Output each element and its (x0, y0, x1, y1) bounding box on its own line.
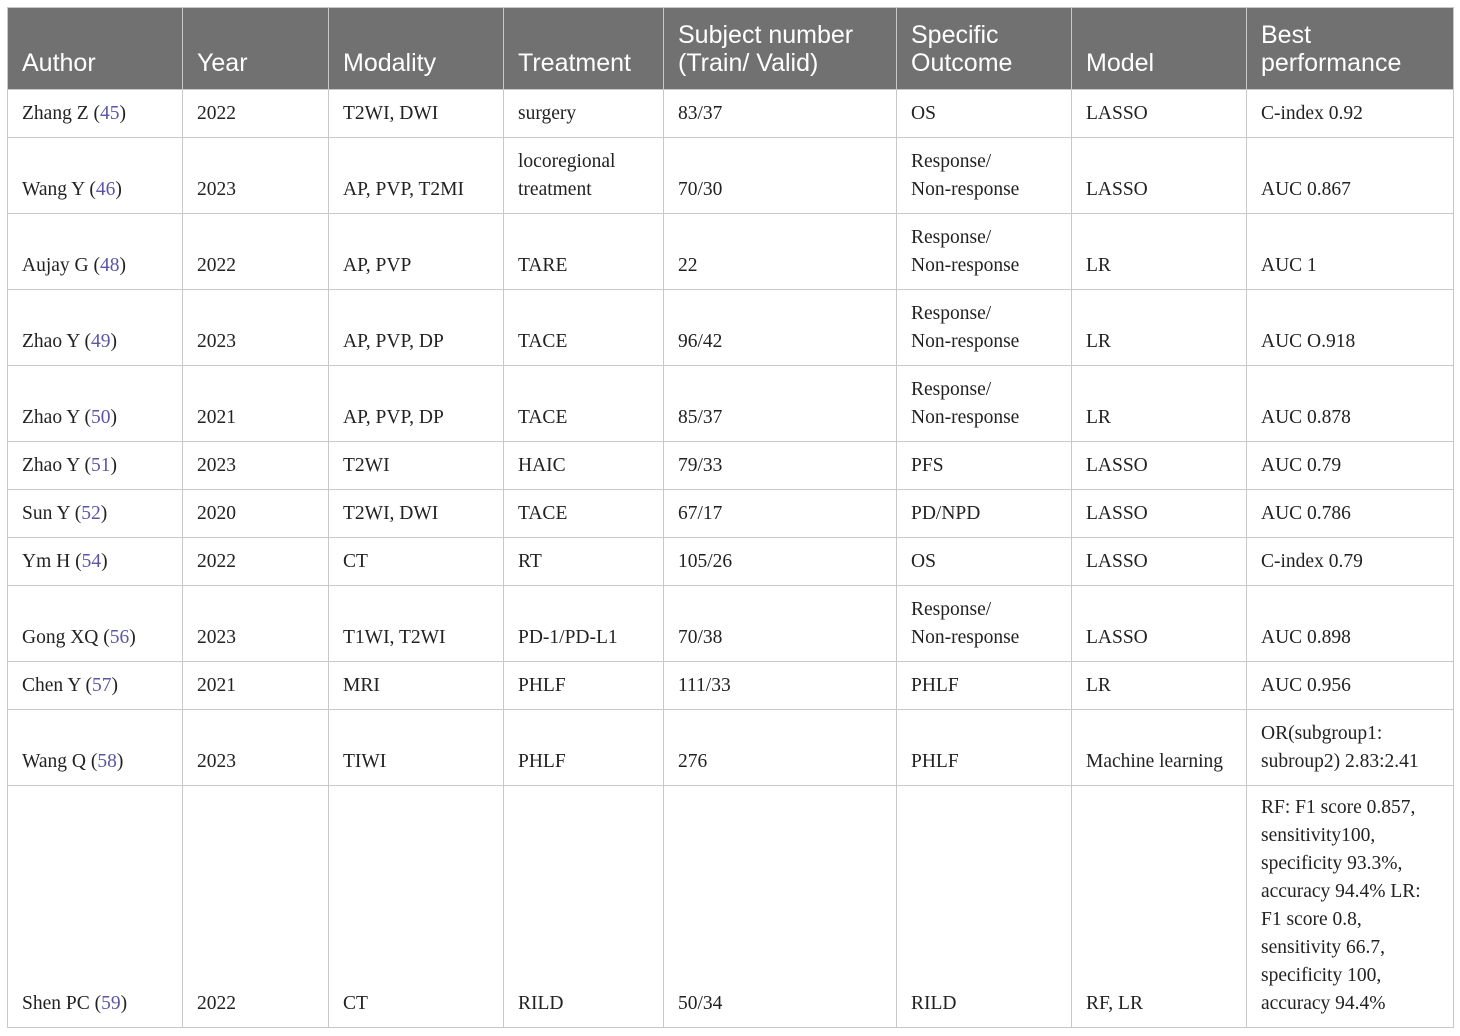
header-specific-outcome: Specific Outcome (897, 8, 1072, 90)
author-name: Zhao Y (22, 455, 80, 476)
cell-author: Shen PC (59) (8, 786, 183, 1028)
author-name: Aujay G (22, 255, 89, 276)
reference-link[interactable]: 52 (81, 503, 101, 524)
header-treatment: Treatment (504, 8, 664, 90)
table-row (8, 138, 1454, 214)
cell-year: 2021 (183, 366, 329, 442)
cell-performance: C-index 0.92 (1247, 90, 1454, 138)
cell-modality: MRI (329, 662, 504, 710)
cell-treatment: PHLF (504, 662, 664, 710)
author-name: Wang Q (22, 751, 86, 772)
cell-modality: CT (329, 538, 504, 586)
cell-treatment: PD-1/PD-L1 (504, 586, 664, 662)
cell-author: Wang Y (46) (8, 138, 183, 214)
reference-link[interactable]: 54 (81, 551, 102, 572)
author-name: Gong XQ (22, 627, 99, 648)
cell-treatment: surgery (504, 90, 664, 138)
cell-outcome: RILD (897, 786, 1072, 1028)
cell-performance: RF: F1 score 0.857, sensitivity100, specificity 93.3%, accuracy 94.4% LR: F1 score 0.8, sensitivity 66.7, specificity 100, accuracy 94.4% (1247, 786, 1454, 1028)
cell-year: 2023 (183, 138, 329, 214)
cell-subjects: 79/33 (664, 442, 897, 490)
author-name: Ym H (22, 551, 71, 572)
cell-year: 2022 (183, 786, 329, 1028)
cell-year: 2023 (183, 586, 329, 662)
cell-model: LASSO (1072, 138, 1247, 214)
reference-link[interactable]: 56 (109, 627, 130, 648)
header-year: Year (183, 8, 329, 90)
cell-year: 2022 (183, 90, 329, 138)
cell-model: RF, LR (1072, 786, 1247, 1028)
cell-treatment: PHLF (504, 710, 664, 786)
reference-link[interactable]: 50 (90, 407, 111, 428)
cell-author: Zhao Y (51) (8, 442, 183, 490)
reference-link[interactable]: 59 (101, 993, 121, 1014)
cell-performance: AUC O.918 (1247, 290, 1454, 366)
cell-modality: T1WI, T2WI (329, 586, 504, 662)
header-author: Author (8, 8, 183, 90)
cell-treatment: TARE (504, 214, 664, 290)
cell-subjects: 70/30 (664, 138, 897, 214)
cell-model: LASSO (1072, 90, 1247, 138)
cell-year: 2023 (183, 442, 329, 490)
cell-outcome: Response/ Non-response (897, 214, 1072, 290)
cell-subjects: 83/37 (664, 90, 897, 138)
cell-performance: AUC 0.878 (1247, 366, 1454, 442)
cell-outcome: Response/ Non-response (897, 586, 1072, 662)
cell-subjects: 67/17 (664, 490, 897, 538)
cell-subjects: 50/34 (664, 786, 897, 1028)
cell-year: 2022 (183, 214, 329, 290)
cell-outcome: Response/ Non-response (897, 366, 1072, 442)
cell-subjects: 105/26 (664, 538, 897, 586)
cell-performance: AUC 0.786 (1247, 490, 1454, 538)
cell-modality: AP, PVP, DP (329, 366, 504, 442)
cell-treatment: TACE (504, 290, 664, 366)
cell-performance: C-index 0.79 (1247, 538, 1454, 586)
reference-link[interactable]: 57 (92, 675, 112, 696)
cell-performance: AUC 1 (1247, 214, 1454, 290)
table-row (8, 290, 1454, 366)
author-name: Wang Y (22, 179, 85, 200)
cell-year: 2022 (183, 538, 329, 586)
table-row (8, 710, 1454, 786)
table-row (8, 786, 1454, 1028)
cell-subjects: 96/42 (664, 290, 897, 366)
cell-author: Chen Y (57) (8, 662, 183, 710)
cell-model: Machine learning (1072, 710, 1247, 786)
header-row (8, 8, 1454, 90)
cell-model: LR (1072, 662, 1247, 710)
reference-link[interactable]: 49 (90, 331, 111, 352)
cell-outcome: OS (897, 538, 1072, 586)
cell-modality: CT (329, 786, 504, 1028)
cell-author: Sun Y (52) (8, 490, 183, 538)
cell-treatment: RILD (504, 786, 664, 1028)
cell-outcome: PHLF (897, 710, 1072, 786)
cell-year: 2020 (183, 490, 329, 538)
cell-modality: T2WI (329, 442, 504, 490)
cell-modality: T2WI, DWI (329, 490, 504, 538)
cell-model: LASSO (1072, 490, 1247, 538)
cell-modality: AP, PVP (329, 214, 504, 290)
cell-modality: AP, PVP, DP (329, 290, 504, 366)
table-row (8, 442, 1454, 490)
reference-link[interactable]: 48 (100, 255, 120, 276)
cell-performance: OR(subgroup1: subroup2) 2.83:2.41 (1247, 710, 1454, 786)
cell-subjects: 85/37 (664, 366, 897, 442)
cell-outcome: Response/ Non-response (897, 290, 1072, 366)
cell-modality: AP, PVP, T2MI (329, 138, 504, 214)
cell-year: 2021 (183, 662, 329, 710)
table-row (8, 538, 1454, 586)
cell-performance: AUC 0.79 (1247, 442, 1454, 490)
cell-model: LR (1072, 290, 1247, 366)
reference-link[interactable]: 51 (90, 455, 111, 476)
cell-subjects: 70/38 (664, 586, 897, 662)
author-name: Shen PC (22, 993, 90, 1014)
cell-outcome: OS (897, 90, 1072, 138)
cell-model: LASSO (1072, 586, 1247, 662)
table-row (8, 490, 1454, 538)
table-row (8, 90, 1454, 138)
cell-outcome: PFS (897, 442, 1072, 490)
author-name: Chen Y (22, 675, 81, 696)
author-name: Zhao Y (22, 407, 80, 428)
reference-link[interactable]: 58 (97, 751, 117, 772)
cell-author: Zhang Z (45) (8, 90, 183, 138)
reference-link[interactable]: 45 (99, 103, 120, 124)
cell-treatment: TACE (504, 366, 664, 442)
cell-model: LR (1072, 366, 1247, 442)
cell-performance: AUC 0.956 (1247, 662, 1454, 710)
cell-modality: TIWI (329, 710, 504, 786)
table-row (8, 662, 1454, 710)
cell-year: 2023 (183, 290, 329, 366)
author-name: Sun Y (22, 503, 70, 524)
cell-model: LASSO (1072, 538, 1247, 586)
cell-outcome: PHLF (897, 662, 1072, 710)
reference-link[interactable]: 46 (95, 179, 116, 200)
cell-performance: AUC 0.898 (1247, 586, 1454, 662)
cell-author: Ym H (54) (8, 538, 183, 586)
table-row (8, 214, 1454, 290)
header-model: Model (1072, 8, 1247, 90)
cell-subjects: 22 (664, 214, 897, 290)
cell-outcome: Response/ Non-response (897, 138, 1072, 214)
cell-model: LASSO (1072, 442, 1247, 490)
cell-treatment: TACE (504, 490, 664, 538)
table-row (8, 586, 1454, 662)
cell-modality: T2WI, DWI (329, 90, 504, 138)
cell-performance: AUC 0.867 (1247, 138, 1454, 214)
cell-subjects: 111/33 (664, 662, 897, 710)
cell-subjects: 276 (664, 710, 897, 786)
header-modality: Modality (329, 8, 504, 90)
cell-treatment: HAIC (504, 442, 664, 490)
header-subject-number: Subject number (Train/ Valid) (664, 8, 897, 90)
cell-author: Zhao Y (49) (8, 290, 183, 366)
cell-author: Wang Q (58) (8, 710, 183, 786)
cell-author: Gong XQ (56) (8, 586, 183, 662)
cell-year: 2023 (183, 710, 329, 786)
results-table (7, 7, 1454, 1028)
cell-author: Zhao Y (50) (8, 366, 183, 442)
table-row (8, 366, 1454, 442)
author-name: Zhang Z (22, 103, 89, 124)
cell-treatment: RT (504, 538, 664, 586)
cell-model: LR (1072, 214, 1247, 290)
cell-treatment: locoregional treatment (504, 138, 664, 214)
author-name: Zhao Y (22, 331, 80, 352)
cell-outcome: PD/NPD (897, 490, 1072, 538)
cell-author: Aujay G (48) (8, 214, 183, 290)
header-best-performance: Best performance (1247, 8, 1454, 90)
